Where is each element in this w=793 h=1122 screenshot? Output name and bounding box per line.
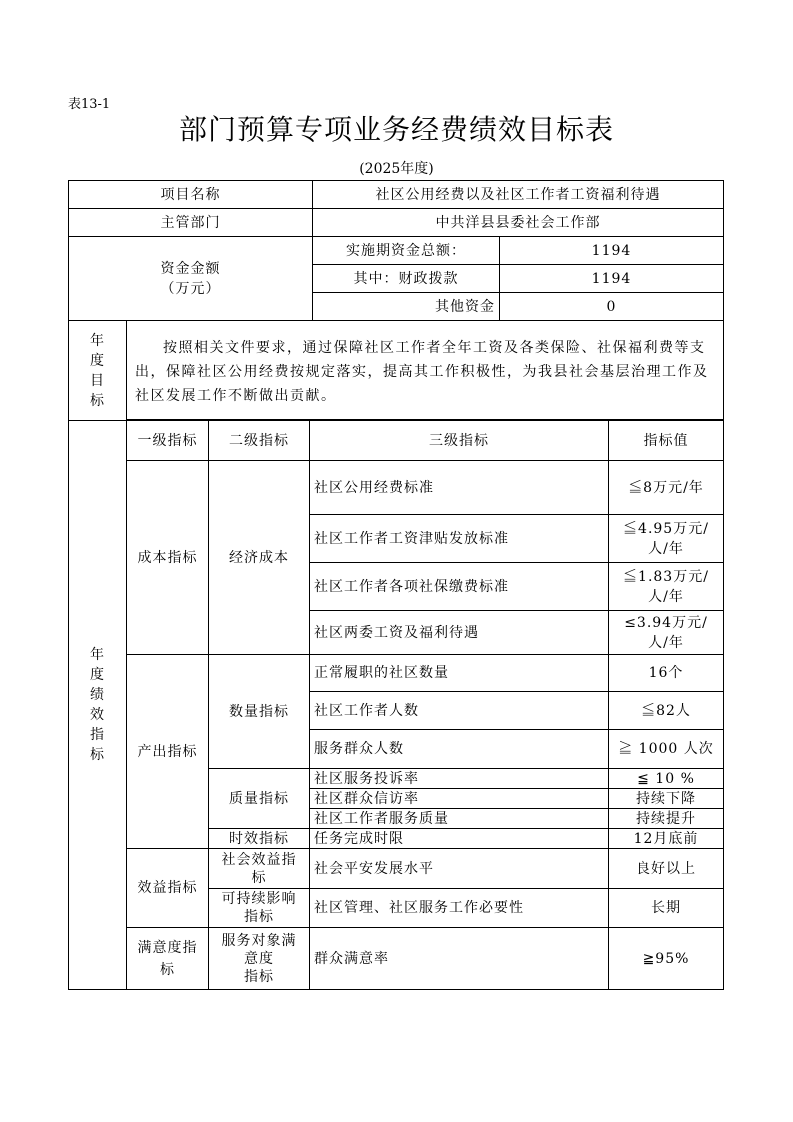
total-label: 实施期资金总额： <box>313 237 500 265</box>
table-row-value <box>609 515 724 563</box>
header-level2: 二级指标 <box>209 421 310 461</box>
social-level2 <box>209 849 310 889</box>
benefit-level1: 效益指标 <box>127 849 209 928</box>
table-row-value: ≧95% <box>609 928 724 990</box>
fiscal-label: 其中：财政拨款 <box>313 265 500 293</box>
sustain-level2 <box>209 889 310 928</box>
table-number: 表13-1 <box>68 97 111 112</box>
table-row-value: ≦ 10 % <box>609 769 724 789</box>
table-row-name: 社区两委工资及福利待遇 <box>310 611 609 655</box>
performance-table <box>68 180 724 990</box>
dept-value: 中共洋县县委社会工作部 <box>313 209 724 237</box>
output-level1: 产出指标 <box>127 655 209 849</box>
project-name-label: 项目名称 <box>69 181 313 209</box>
quality-level2: 质量指标 <box>209 769 310 829</box>
table-row-name: 任务完成时限 <box>310 829 609 849</box>
table-row-name: 社会平安发展水平 <box>310 849 609 889</box>
level2-line: 指标 <box>244 909 274 925</box>
table-row-value <box>609 563 724 611</box>
level1-line: 标 <box>160 961 175 978</box>
fund-label-line2: （万元） <box>160 280 221 297</box>
table-row-value: 持续下降 <box>609 789 724 809</box>
indicators-label <box>69 421 127 990</box>
value-line: 人/年 <box>648 540 684 557</box>
table-row-name: 社区工作者服务质量 <box>310 809 609 829</box>
value-line: ≦8万元/年 <box>628 479 704 496</box>
goal-label-char: 年 <box>90 332 105 349</box>
level2-line: 意度 <box>244 950 274 967</box>
goal-label-char: 目 <box>90 372 105 389</box>
goal-label-char: 度 <box>90 352 105 369</box>
indicators-label-char: 度 <box>90 667 105 683</box>
header-level3: 三级指标 <box>310 421 609 461</box>
year-subtitle: (2025年度) <box>359 161 434 177</box>
header-level1: 一级指标 <box>127 421 209 461</box>
value-line: 人/年 <box>648 588 684 605</box>
total-value: 1194 <box>500 237 724 265</box>
goal-label <box>69 321 127 421</box>
fund-label <box>69 237 313 321</box>
other-value: 0 <box>500 293 724 321</box>
project-name-value: 社区公用经费以及社区工作者工资福利待遇 <box>313 181 724 209</box>
indicators-label-char: 年 <box>90 647 105 663</box>
table-row-name: 社区工作者工资津贴发放标准 <box>310 515 609 563</box>
other-label: 其他资金 <box>313 293 500 321</box>
level2-line: 服务对象满 <box>221 932 297 949</box>
value-line: 人/年 <box>648 634 684 651</box>
level2-line: 标 <box>251 869 267 886</box>
table-row-name: 正常履职的社区数量 <box>310 655 609 692</box>
table-row-name: 社区公用经费标准 <box>310 461 609 515</box>
value-line: ≦1.83万元/ <box>623 568 709 585</box>
table-row-name: 群众满意率 <box>310 928 609 990</box>
indicators-label-char: 指 <box>90 727 105 743</box>
table-row-value: 持续提升 <box>609 809 724 829</box>
level1-line: 满意度指 <box>137 939 198 956</box>
level2-line: 可持续影响 <box>221 891 297 907</box>
table-row-name: 社区工作者人数 <box>310 692 609 730</box>
table-row-name: 社区服务投诉率 <box>310 769 609 789</box>
header-value: 指标值 <box>609 421 724 461</box>
fund-label-line1: 资金金额 <box>160 260 221 277</box>
timeliness-level2: 时效指标 <box>209 829 310 849</box>
page-title: 部门预算专项业务经费绩效目标表 <box>178 113 614 146</box>
satisfaction-level2 <box>209 928 310 990</box>
fiscal-value: 1194 <box>500 265 724 293</box>
value-line: ≤3.94万元/ <box>624 614 708 631</box>
table-row-value <box>609 461 724 515</box>
satisfaction-level1 <box>127 928 209 990</box>
level2-line: 社会效益指 <box>221 851 297 868</box>
table-row-value: ≧ 1000 人次 <box>609 730 724 769</box>
table-row-value <box>609 611 724 655</box>
table-row-name: 社区群众信访率 <box>310 789 609 809</box>
table-row-value: 12月底前 <box>609 829 724 849</box>
indicators-label-char: 效 <box>90 707 105 723</box>
quantity-level2: 数量指标 <box>209 655 310 769</box>
table-row-name: 社区管理、社区服务工作必要性 <box>310 889 609 928</box>
goal-label-char: 标 <box>90 392 105 409</box>
cost-level1: 成本指标 <box>127 461 209 655</box>
indicators-label-char: 绩 <box>90 687 105 703</box>
level2-line: 指标 <box>244 968 274 985</box>
goal-text: 按照相关文件要求，通过保障社区工作者全年工资及各类保险、社保福利费等支出，保障社区公用经费按规定落实，提高其工作积极性，为我县社会基层治理工作及社区发展工作不断做出贡献。 <box>127 321 724 421</box>
indicators-label-char: 标 <box>90 747 105 763</box>
table-row-name: 服务群众人数 <box>310 730 609 769</box>
value-line: ≦4.95万元/ <box>623 520 709 537</box>
table-row-value: 长期 <box>609 889 724 928</box>
table-row-value: 良好以上 <box>609 849 724 889</box>
dept-label: 主管部门 <box>69 209 313 237</box>
table-row-value: ≦82人 <box>609 692 724 730</box>
table-row-value: 16个 <box>609 655 724 692</box>
cost-level2: 经济成本 <box>209 461 310 655</box>
table-row-name: 社区工作者各项社保缴费标准 <box>310 563 609 611</box>
